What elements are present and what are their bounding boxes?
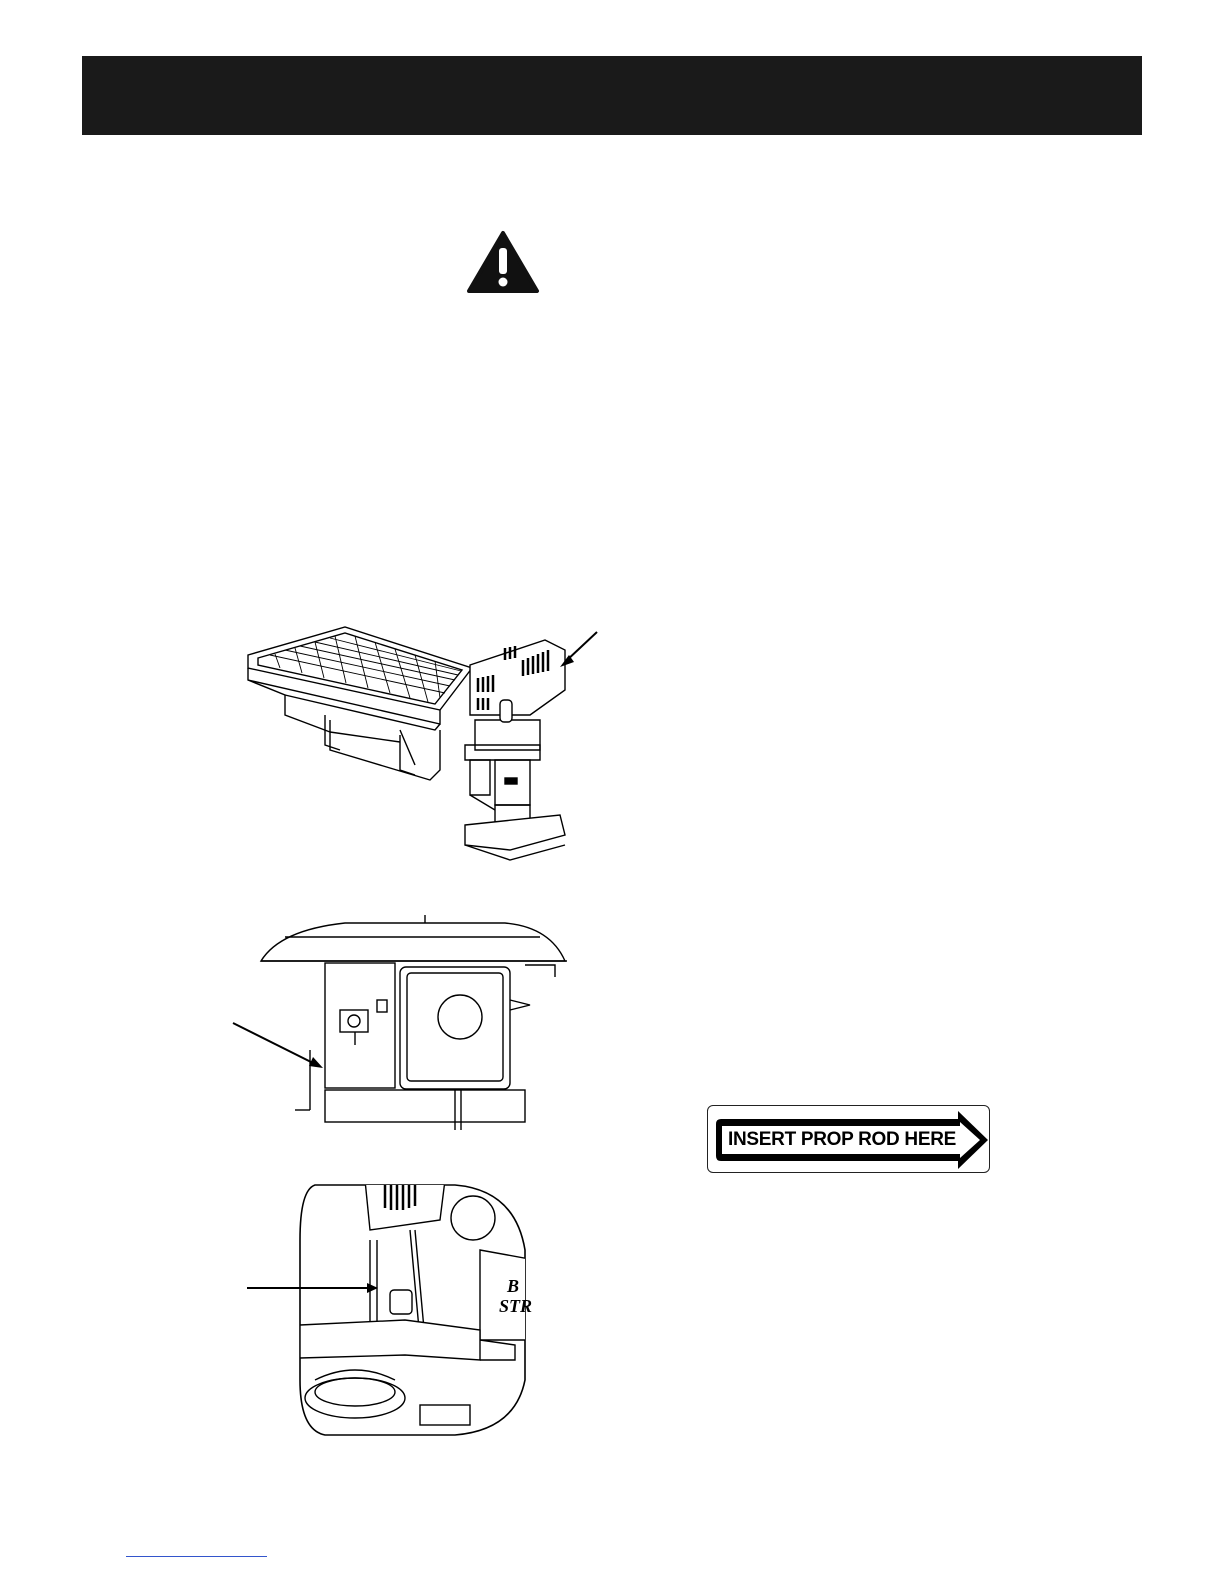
spreader-detail-figure xyxy=(245,1180,545,1440)
footer-link-underline[interactable] xyxy=(126,1556,267,1557)
header-bar xyxy=(82,56,1142,135)
warning-icon xyxy=(466,230,540,294)
logo-lettering-b: B xyxy=(507,1276,520,1296)
logo-lettering-str: STR xyxy=(499,1296,533,1316)
sign-label: INSERT PROP ROD HERE xyxy=(728,1129,957,1150)
spreader-isometric-figure xyxy=(240,620,610,870)
spreader-side-view-figure xyxy=(225,905,585,1135)
prop-rod-sign xyxy=(707,1105,990,1173)
arrow-pointer-icon xyxy=(233,1023,323,1068)
